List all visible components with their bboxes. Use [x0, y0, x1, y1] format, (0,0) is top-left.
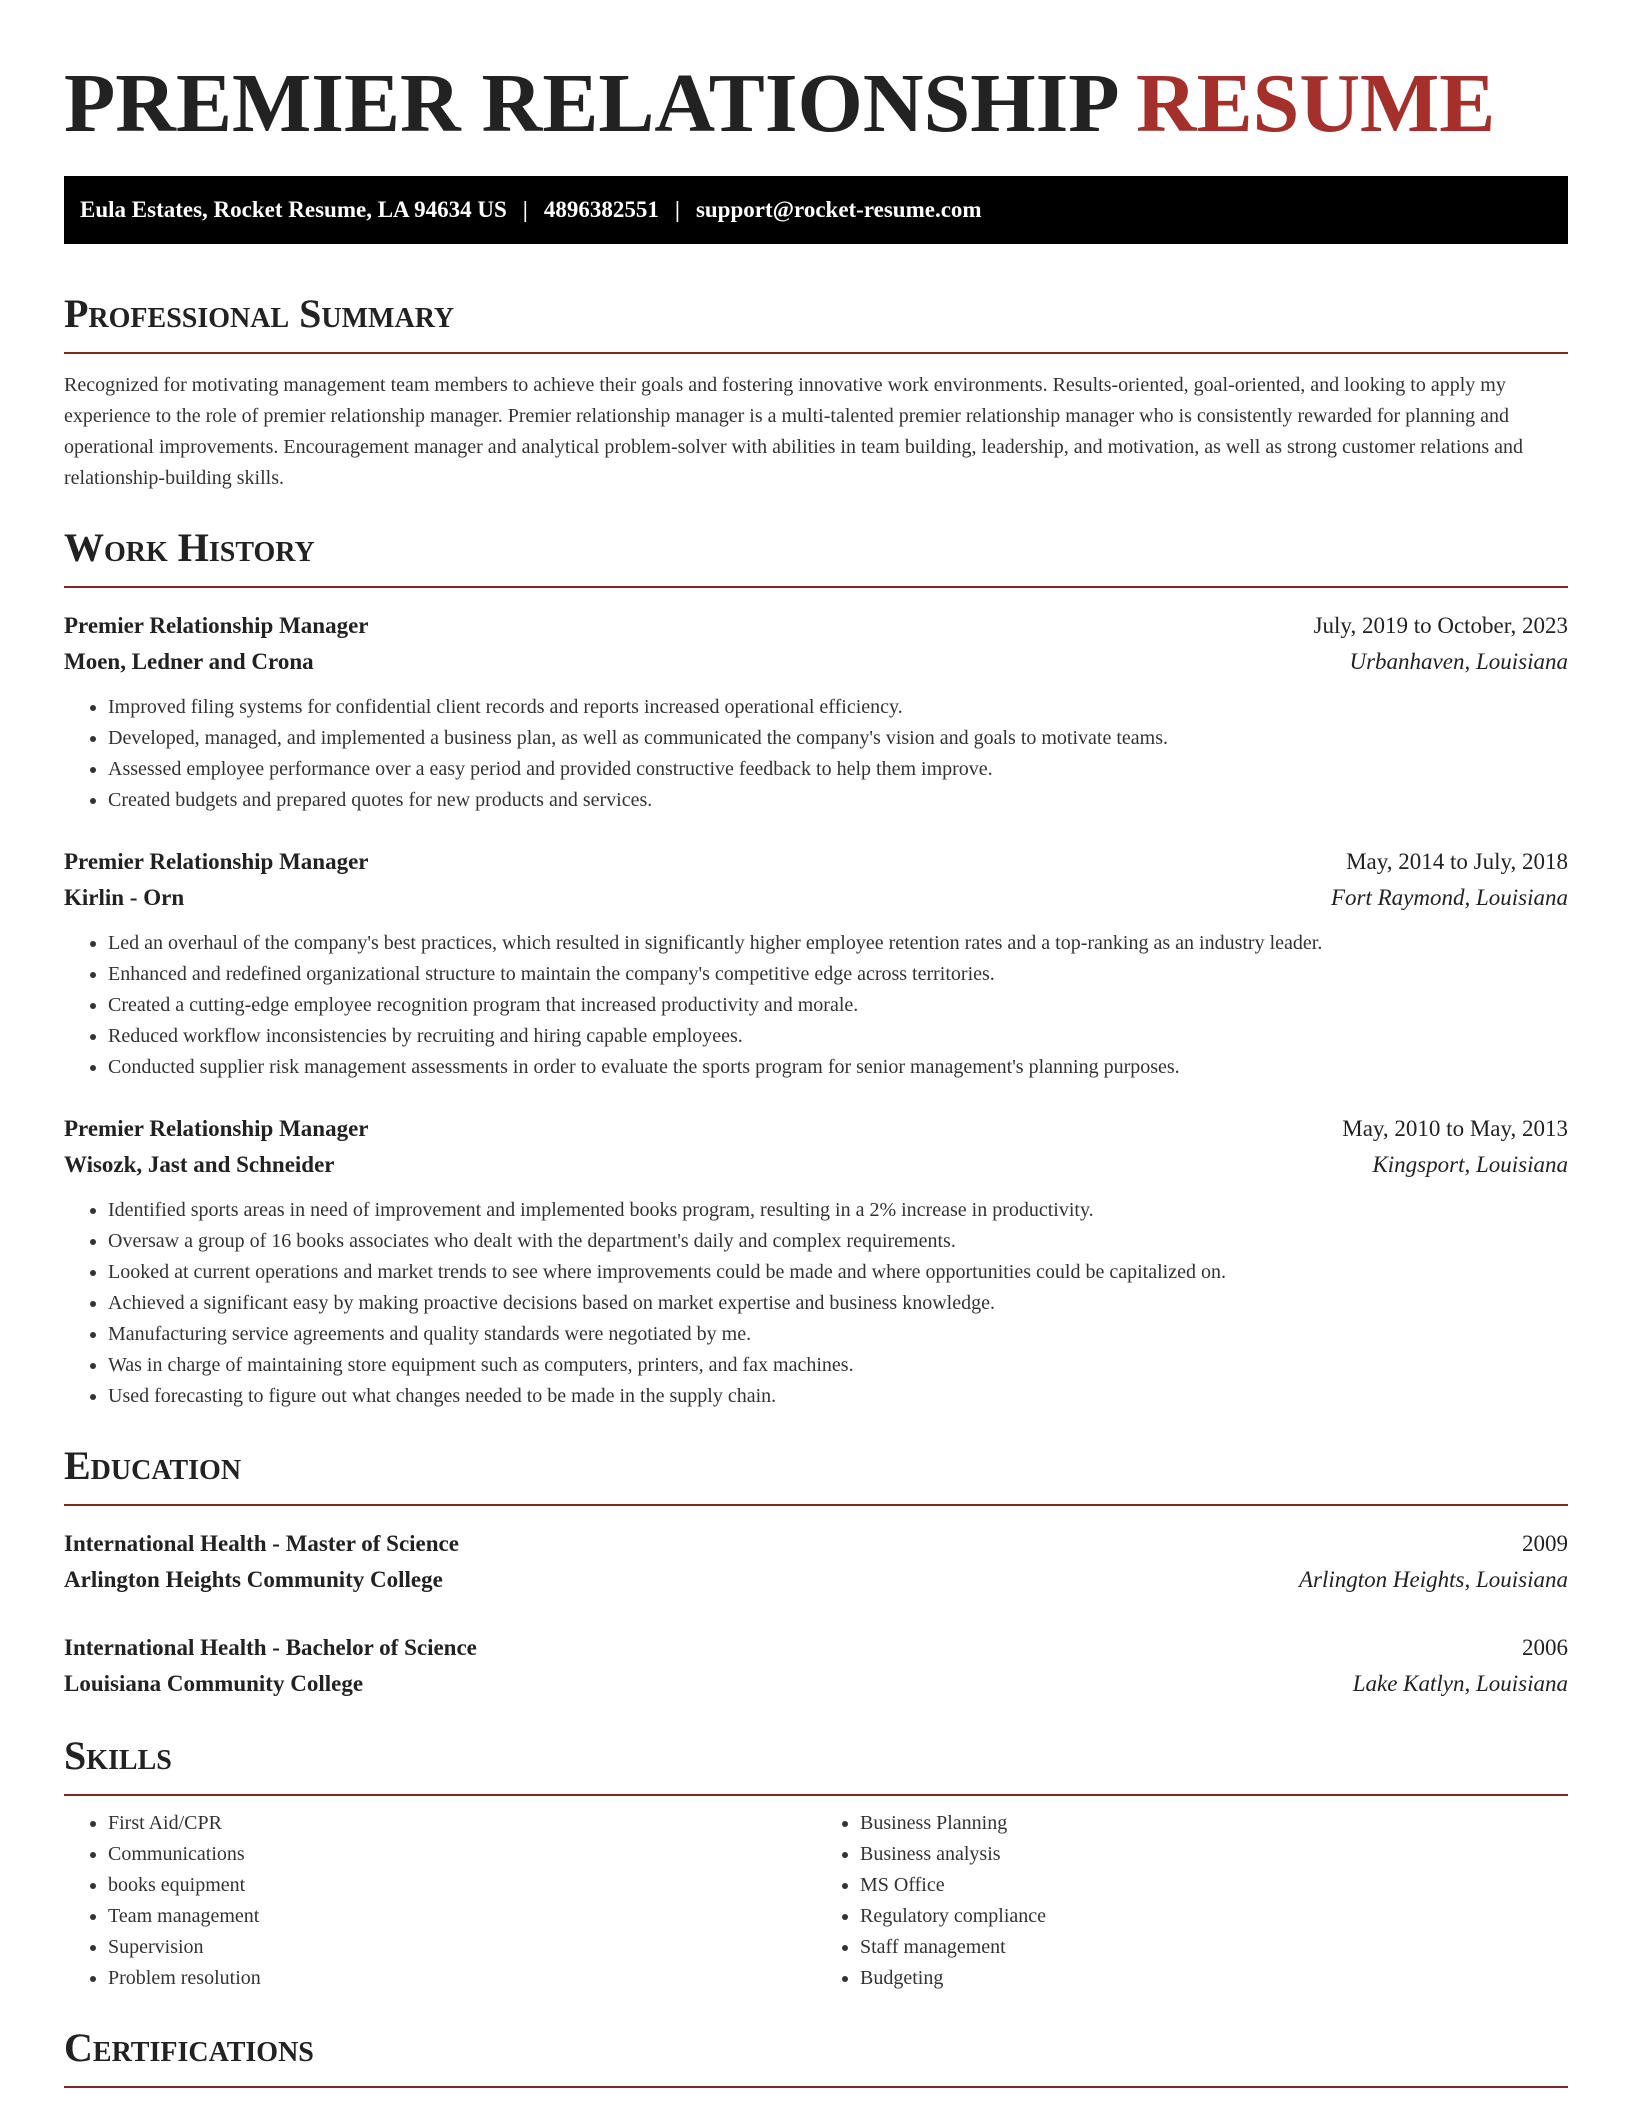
- list-item: • Assessed employee performance over a easy period and provided constructive feedback to help them improve.: [108, 754, 1568, 785]
- list-item: • Looked at current operations and market trends to see where improvements could be made and where opportunities could be capitalized on.: [108, 1257, 1568, 1288]
- job-company: Moen, Ledner and Crona: [64, 649, 314, 674]
- skills-heading: Skills: [64, 1732, 1568, 1796]
- job-bullets: [64, 928, 1568, 1083]
- job-dates: May, 2010 to May, 2013: [1342, 1116, 1568, 1141]
- list-item: • Problem resolution: [108, 1963, 816, 1994]
- list-item: • Reduced workflow inconsistencies by recruiting and hiring capable employees.: [108, 1021, 1568, 1052]
- contact-address: Eula Estates, Rocket Resume, LA 94634 US: [80, 197, 507, 222]
- title-accent: RESUME: [1135, 57, 1496, 150]
- job-entry: [64, 844, 1568, 1083]
- job-location: Kingsport, Louisiana: [1372, 1152, 1568, 1177]
- contact-separator: |: [674, 197, 680, 222]
- education-year: 2009: [1522, 1531, 1568, 1556]
- job-company-row: [64, 1147, 1568, 1183]
- list-item: • Communications: [108, 1839, 816, 1870]
- education-degree: International Health - Master of Science: [64, 1531, 459, 1556]
- education-year: 2006: [1522, 1635, 1568, 1660]
- job-dates: July, 2019 to October, 2023: [1313, 613, 1568, 638]
- list-item: • Led an overhaul of the company's best practices, which resulted in significantly higher employee retention rates and a top-ranking as an industry leader.: [108, 928, 1568, 959]
- job-bullets: [64, 1195, 1568, 1412]
- education-degree: International Health - Bachelor of Science: [64, 1635, 477, 1660]
- resume-title: [64, 0, 1568, 152]
- list-item: • Budgeting: [860, 1963, 1568, 1994]
- job-company-row: [64, 880, 1568, 916]
- list-item: • Conducted supplier risk management assessments in order to evaluate the sports program for senior management's planning purposes.: [108, 1052, 1568, 1083]
- job-title: Premier Relationship Manager: [64, 849, 369, 874]
- job-entry: [64, 608, 1568, 816]
- skills-list: [64, 1808, 1568, 1994]
- list-item: • Developed, managed, and implemented a business plan, as well as communicated the company's vision and goals to motivate teams.: [108, 723, 1568, 754]
- education-location: Arlington Heights, Louisiana: [1299, 1567, 1568, 1592]
- education-entry: [64, 1526, 1568, 1598]
- job-header-row: [64, 1111, 1568, 1147]
- list-item: • Regulatory compliance: [860, 1901, 1568, 1932]
- job-company-row: [64, 644, 1568, 680]
- job-location: Fort Raymond, Louisiana: [1330, 885, 1568, 910]
- summary-heading: Professional Summary: [64, 290, 1568, 354]
- list-item: • Staff management: [860, 1932, 1568, 1963]
- skills-column-left: [64, 1808, 816, 1994]
- list-item: • Achieved a significant easy by making proactive decisions based on market expertise and business knowledge.: [108, 1288, 1568, 1319]
- education-degree-row: [64, 1630, 1568, 1666]
- list-item: • Used forecasting to figure out what changes needed to be made in the supply chain.: [108, 1381, 1568, 1412]
- summary-text: Recognized for motivating management team members to achieve their goals and fostering innovative work environments. Results-oriented, goal-oriented, and looking to apply my experience to the role of premier relationship manager. Premier relationship manager is a multi-talented premier relationship manager who is consistently rewarded for planning and operational improvements. Encouragement manager and analytical problem-solver with abilities in team building, leadership, and motivation, as well as strong customer relations and relationship-building skills.: [64, 374, 1524, 489]
- list-item: • Improved filing systems for confidential client records and reports increased operational efficiency.: [108, 692, 1568, 723]
- list-item: • Business Planning: [860, 1808, 1568, 1839]
- job-header-row: [64, 844, 1568, 880]
- contact-bar: [64, 176, 1568, 244]
- list-item: • Manufacturing service agreements and quality standards were negotiated by me.: [108, 1319, 1568, 1350]
- contact-email: support@rocket-resume.com: [695, 197, 982, 222]
- certifications-heading: Certifications: [64, 2024, 1568, 2088]
- education-school-row: [64, 1666, 1568, 1702]
- job-dates: May, 2014 to July, 2018: [1346, 849, 1568, 874]
- list-item: • First Aid/CPR: [108, 1808, 816, 1839]
- list-item: • Oversaw a group of 16 books associates who dealt with the department's daily and complex requirements.: [108, 1226, 1568, 1257]
- list-item: • MS Office: [860, 1870, 1568, 1901]
- job-entry: [64, 1111, 1568, 1412]
- list-item: • Created budgets and prepared quotes for new products and services.: [108, 785, 1568, 816]
- list-item: • Enhanced and redefined organizational structure to maintain the company's competitive edge across territories.: [108, 959, 1568, 990]
- list-item: • Business analysis: [860, 1839, 1568, 1870]
- job-bullets: [64, 692, 1568, 816]
- work-heading: Work History: [64, 524, 1568, 588]
- list-item: • Created a cutting-edge employee recognition program that increased productivity and morale.: [108, 990, 1568, 1021]
- job-location: Urbanhaven, Louisiana: [1349, 649, 1568, 674]
- list-item: • Was in charge of maintaining store equipment such as computers, printers, and fax machines.: [108, 1350, 1568, 1381]
- job-header-row: [64, 608, 1568, 644]
- job-company: Kirlin - Orn: [64, 885, 185, 910]
- list-item: • books equipment: [108, 1870, 816, 1901]
- skills-column-right: [816, 1808, 1568, 1994]
- education-entry: [64, 1630, 1568, 1702]
- list-item: • Team management: [108, 1901, 816, 1932]
- education-degree-row: [64, 1526, 1568, 1562]
- list-item: • Supervision: [108, 1932, 816, 1963]
- education-school-row: [64, 1562, 1568, 1598]
- contact-separator: |: [522, 197, 528, 222]
- job-title: Premier Relationship Manager: [64, 613, 369, 638]
- contact-phone: 4896382551: [543, 197, 659, 222]
- job-company: Wisozk, Jast and Schneider: [64, 1152, 335, 1177]
- list-item: • Identified sports areas in need of improvement and implemented books program, resulting in a 2% increase in productivity.: [108, 1195, 1568, 1226]
- education-location: Lake Katlyn, Louisiana: [1352, 1671, 1568, 1696]
- education-school: Arlington Heights Community College: [64, 1567, 443, 1592]
- education-heading: Education: [64, 1442, 1568, 1506]
- job-title: Premier Relationship Manager: [64, 1116, 369, 1141]
- title-main: PREMIER RELATIONSHIP: [64, 57, 1115, 150]
- education-school: Louisiana Community College: [64, 1671, 364, 1696]
